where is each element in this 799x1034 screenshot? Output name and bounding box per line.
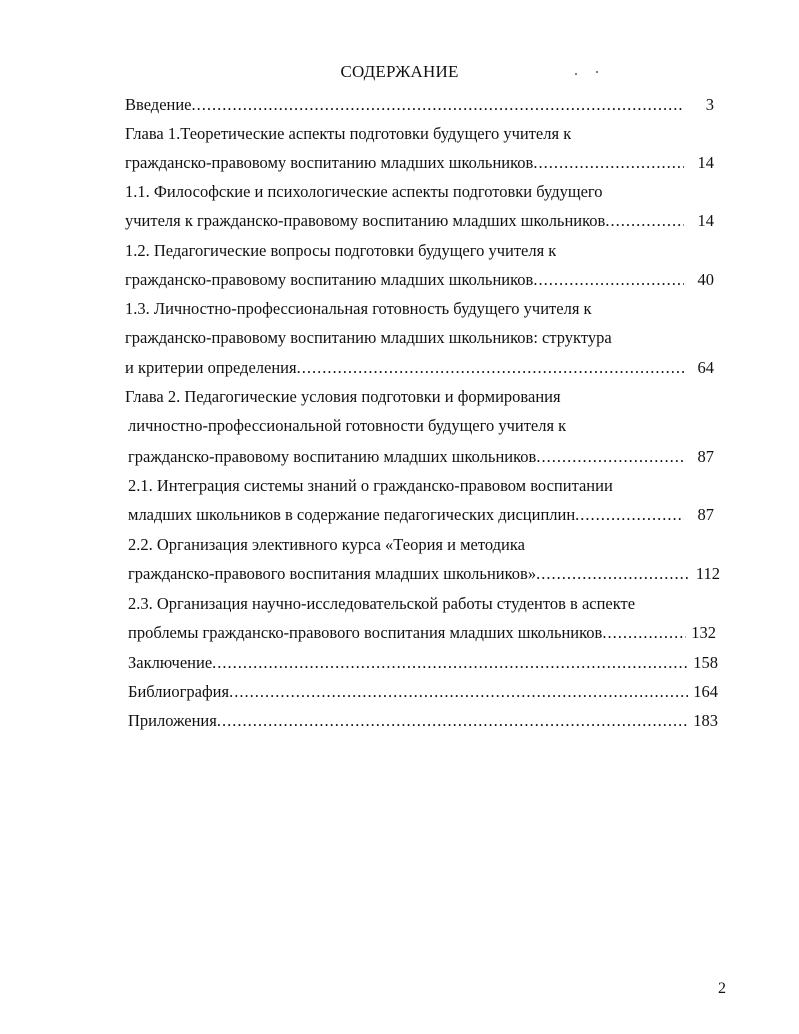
toc-entry-title: гражданско-правовому воспитанию младших школьников	[128, 447, 537, 466]
toc-entry-title: гражданско-правового воспитания младших школьников»	[128, 564, 537, 583]
toc-entry-chapter2-line1[interactable]: Глава 2. Педагогические условия подготовки и формирования	[125, 387, 561, 406]
toc-entry-2-3[interactable]	[128, 622, 716, 644]
toc-entry-1-3-line1[interactable]: 1.3. Личностно-профессиональная готовность будущего учителя к	[125, 299, 592, 318]
toc-entry-bibliography[interactable]	[128, 681, 718, 703]
page-number: 2	[718, 980, 726, 997]
toc-entry-chapter1-line1[interactable]: Глава 1.Теоретические аспекты подготовки будущего учителя к	[125, 124, 572, 143]
toc-entry-conclusion[interactable]	[128, 652, 718, 674]
toc-page-number: 14	[697, 211, 714, 230]
leader-dots	[533, 152, 684, 174]
toc-entry-title: Библиография	[128, 682, 230, 701]
toc-title: СОДЕРЖАНИЕ	[340, 62, 459, 81]
toc-page-number: 132	[691, 623, 716, 642]
leader-dots	[536, 563, 690, 585]
toc-entry-1-3[interactable]	[125, 357, 714, 379]
toc-page-number: 158	[693, 653, 718, 672]
toc-entry-title: Приложения	[128, 711, 217, 730]
toc-page-number: 14	[697, 153, 714, 172]
toc-entry-1-2-line1[interactable]: 1.2. Педагогические вопросы подготовки будущего учителя к	[125, 241, 557, 260]
leader-dots	[229, 681, 688, 703]
toc-entry-appendices[interactable]	[128, 710, 718, 732]
toc-entry-1-2[interactable]	[125, 269, 714, 291]
leader-dots	[533, 269, 684, 291]
leader-dots	[297, 357, 684, 379]
toc-entry-2-3-line1[interactable]: 2.3. Организация научно-исследовательской работы студентов в аспекте	[128, 594, 636, 613]
leader-dots	[575, 504, 684, 526]
toc-entry-2-2-line1[interactable]: 2.2. Организация элективного курса «Теория и методика	[128, 535, 525, 554]
toc-page-number: 112	[695, 564, 720, 583]
toc-entry-title: младших школьников в содержание педагогических дисциплин	[128, 505, 576, 524]
leader-dots	[192, 94, 684, 116]
toc-entry-2-1-line1[interactable]: 2.1. Интеграция системы знаний о гражданско-правовом воспитании	[128, 476, 613, 495]
toc-entry-title: гражданско-правовому воспитанию младших школьников	[125, 153, 534, 172]
toc-entry-1-1[interactable]	[125, 210, 714, 232]
toc-entry-title: Введение	[125, 95, 192, 114]
toc-entry-title: учителя к гражданско-правовому воспитанию младших школьников	[125, 211, 606, 230]
toc-entry-title: гражданско-правовому воспитанию младших школьников	[125, 270, 534, 289]
toc-entry-chapter2-line2[interactable]: личностно-профессиональной готовности будущего учителя к	[128, 416, 567, 435]
scan-speck	[596, 71, 598, 73]
toc-entry-1-3-line2[interactable]: гражданско-правовому воспитанию младших школьников: структура	[125, 328, 612, 347]
leader-dots	[602, 622, 686, 644]
leader-dots	[536, 446, 684, 468]
toc-entry-chapter2[interactable]	[128, 446, 714, 468]
toc-page-number: 183	[693, 711, 718, 730]
leader-dots	[605, 210, 684, 232]
leader-dots	[212, 652, 688, 674]
toc-page-number: 87	[697, 505, 714, 524]
toc-entry-1-1-line1[interactable]: 1.1. Философские и психологические аспекты подготовки будущего	[125, 182, 603, 201]
toc-entry-title: и критерии определения	[125, 358, 297, 377]
toc-entry-title: проблемы гражданско-правового воспитания младших школьников	[128, 623, 603, 642]
scan-speck	[575, 73, 577, 75]
leader-dots	[217, 710, 688, 732]
toc-entry-title: Заключение	[128, 653, 213, 672]
toc-entry-2-2[interactable]	[128, 563, 720, 585]
toc-entry-chapter1[interactable]	[125, 152, 714, 174]
toc-page-number: 87	[697, 447, 714, 466]
toc-page-number: 3	[705, 95, 714, 114]
toc-entry-intro[interactable]	[125, 94, 714, 116]
toc-entry-2-1[interactable]	[128, 504, 714, 526]
toc-page-number: 164	[693, 682, 718, 701]
toc-page-number: 40	[697, 270, 714, 289]
toc-page-number: 64	[697, 358, 714, 377]
